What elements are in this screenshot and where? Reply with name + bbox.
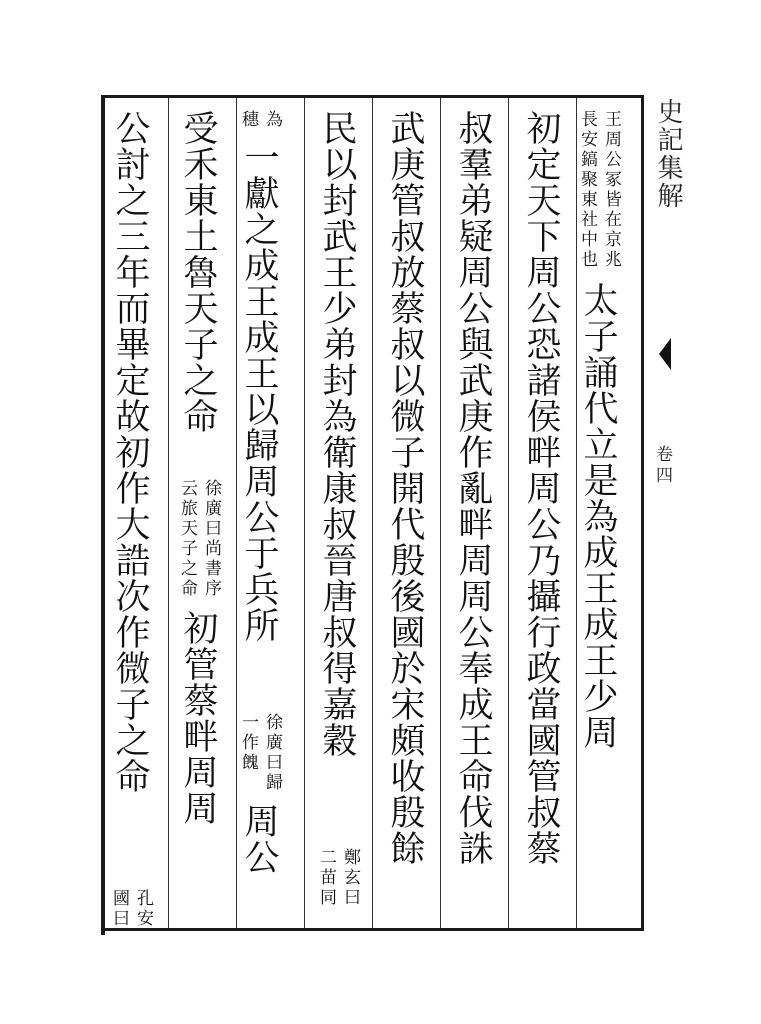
annotation-text-c6-0-1: 穗	[238, 110, 258, 130]
annotation-text-c8-1-0: 孔安	[133, 889, 153, 929]
annotation-text-c8-1-1: 國曰	[109, 889, 129, 929]
main-text-c2-0: 初定天下周公恐諸侯畔周公乃攝行政當國管叔蔡	[521, 110, 561, 866]
main-text-c6-1: 一獻之成王成王以歸周公于兵所	[239, 138, 279, 643]
frame-top-border	[101, 95, 641, 98]
main-text-c6-3: 周公	[239, 802, 279, 875]
margin-book-title: 史記集解	[653, 98, 683, 210]
frame-right-border	[641, 95, 644, 931]
fish-tail-mark	[647, 338, 671, 370]
annotation-text-c6-0-0: 為	[262, 110, 282, 130]
main-text-c1-1: 太子誦代立是為成王成王少周	[578, 282, 618, 750]
main-text-c4-0: 武庚管叔放蔡叔以微子開代殷後國於宋頗收殷餘	[385, 110, 425, 866]
column-rule	[236, 98, 237, 928]
frame-bottom-border	[101, 928, 641, 931]
annotation-text-c6-2-1: 一作餽	[238, 712, 258, 773]
annotation-text-c1-0-0: 王周公冢皆在京兆	[601, 110, 621, 270]
main-text-c8-0: 公討之三年而畢定故初作大誥次作微子之命	[110, 110, 150, 794]
frame-left-border	[101, 95, 105, 935]
annotation-text-c1-0-1: 長安鎬聚東社中也	[577, 110, 597, 270]
margin-juan-number: 卷四	[652, 445, 672, 487]
column-rule	[168, 98, 169, 928]
annotation-text-c7-1-0: 徐廣曰尚書序	[201, 479, 221, 599]
annotation-text-c7-1-1: 云旅天子之命	[177, 479, 197, 599]
main-text-c3-0: 叔羣弟疑周公與武庚作亂畔周周公奉成王命伐誅	[453, 110, 493, 866]
main-text-c7-0: 受禾東土魯天子之命	[178, 110, 218, 434]
main-text-c5-0: 民以封武王少弟封為衛康叔晉唐叔得嘉穀	[317, 110, 357, 758]
column-rule	[508, 98, 509, 928]
column-rule	[304, 98, 305, 928]
annotation-text-c6-2-0: 徐廣曰歸	[262, 712, 282, 793]
annotation-text-c5-1-0: 鄭玄曰	[340, 848, 360, 908]
main-text-c7-2: 初管蔡畔周周	[178, 610, 218, 826]
column-rule	[440, 98, 441, 928]
annotation-text-c5-1-1: 二苗同	[316, 848, 336, 908]
column-rule	[372, 98, 373, 928]
